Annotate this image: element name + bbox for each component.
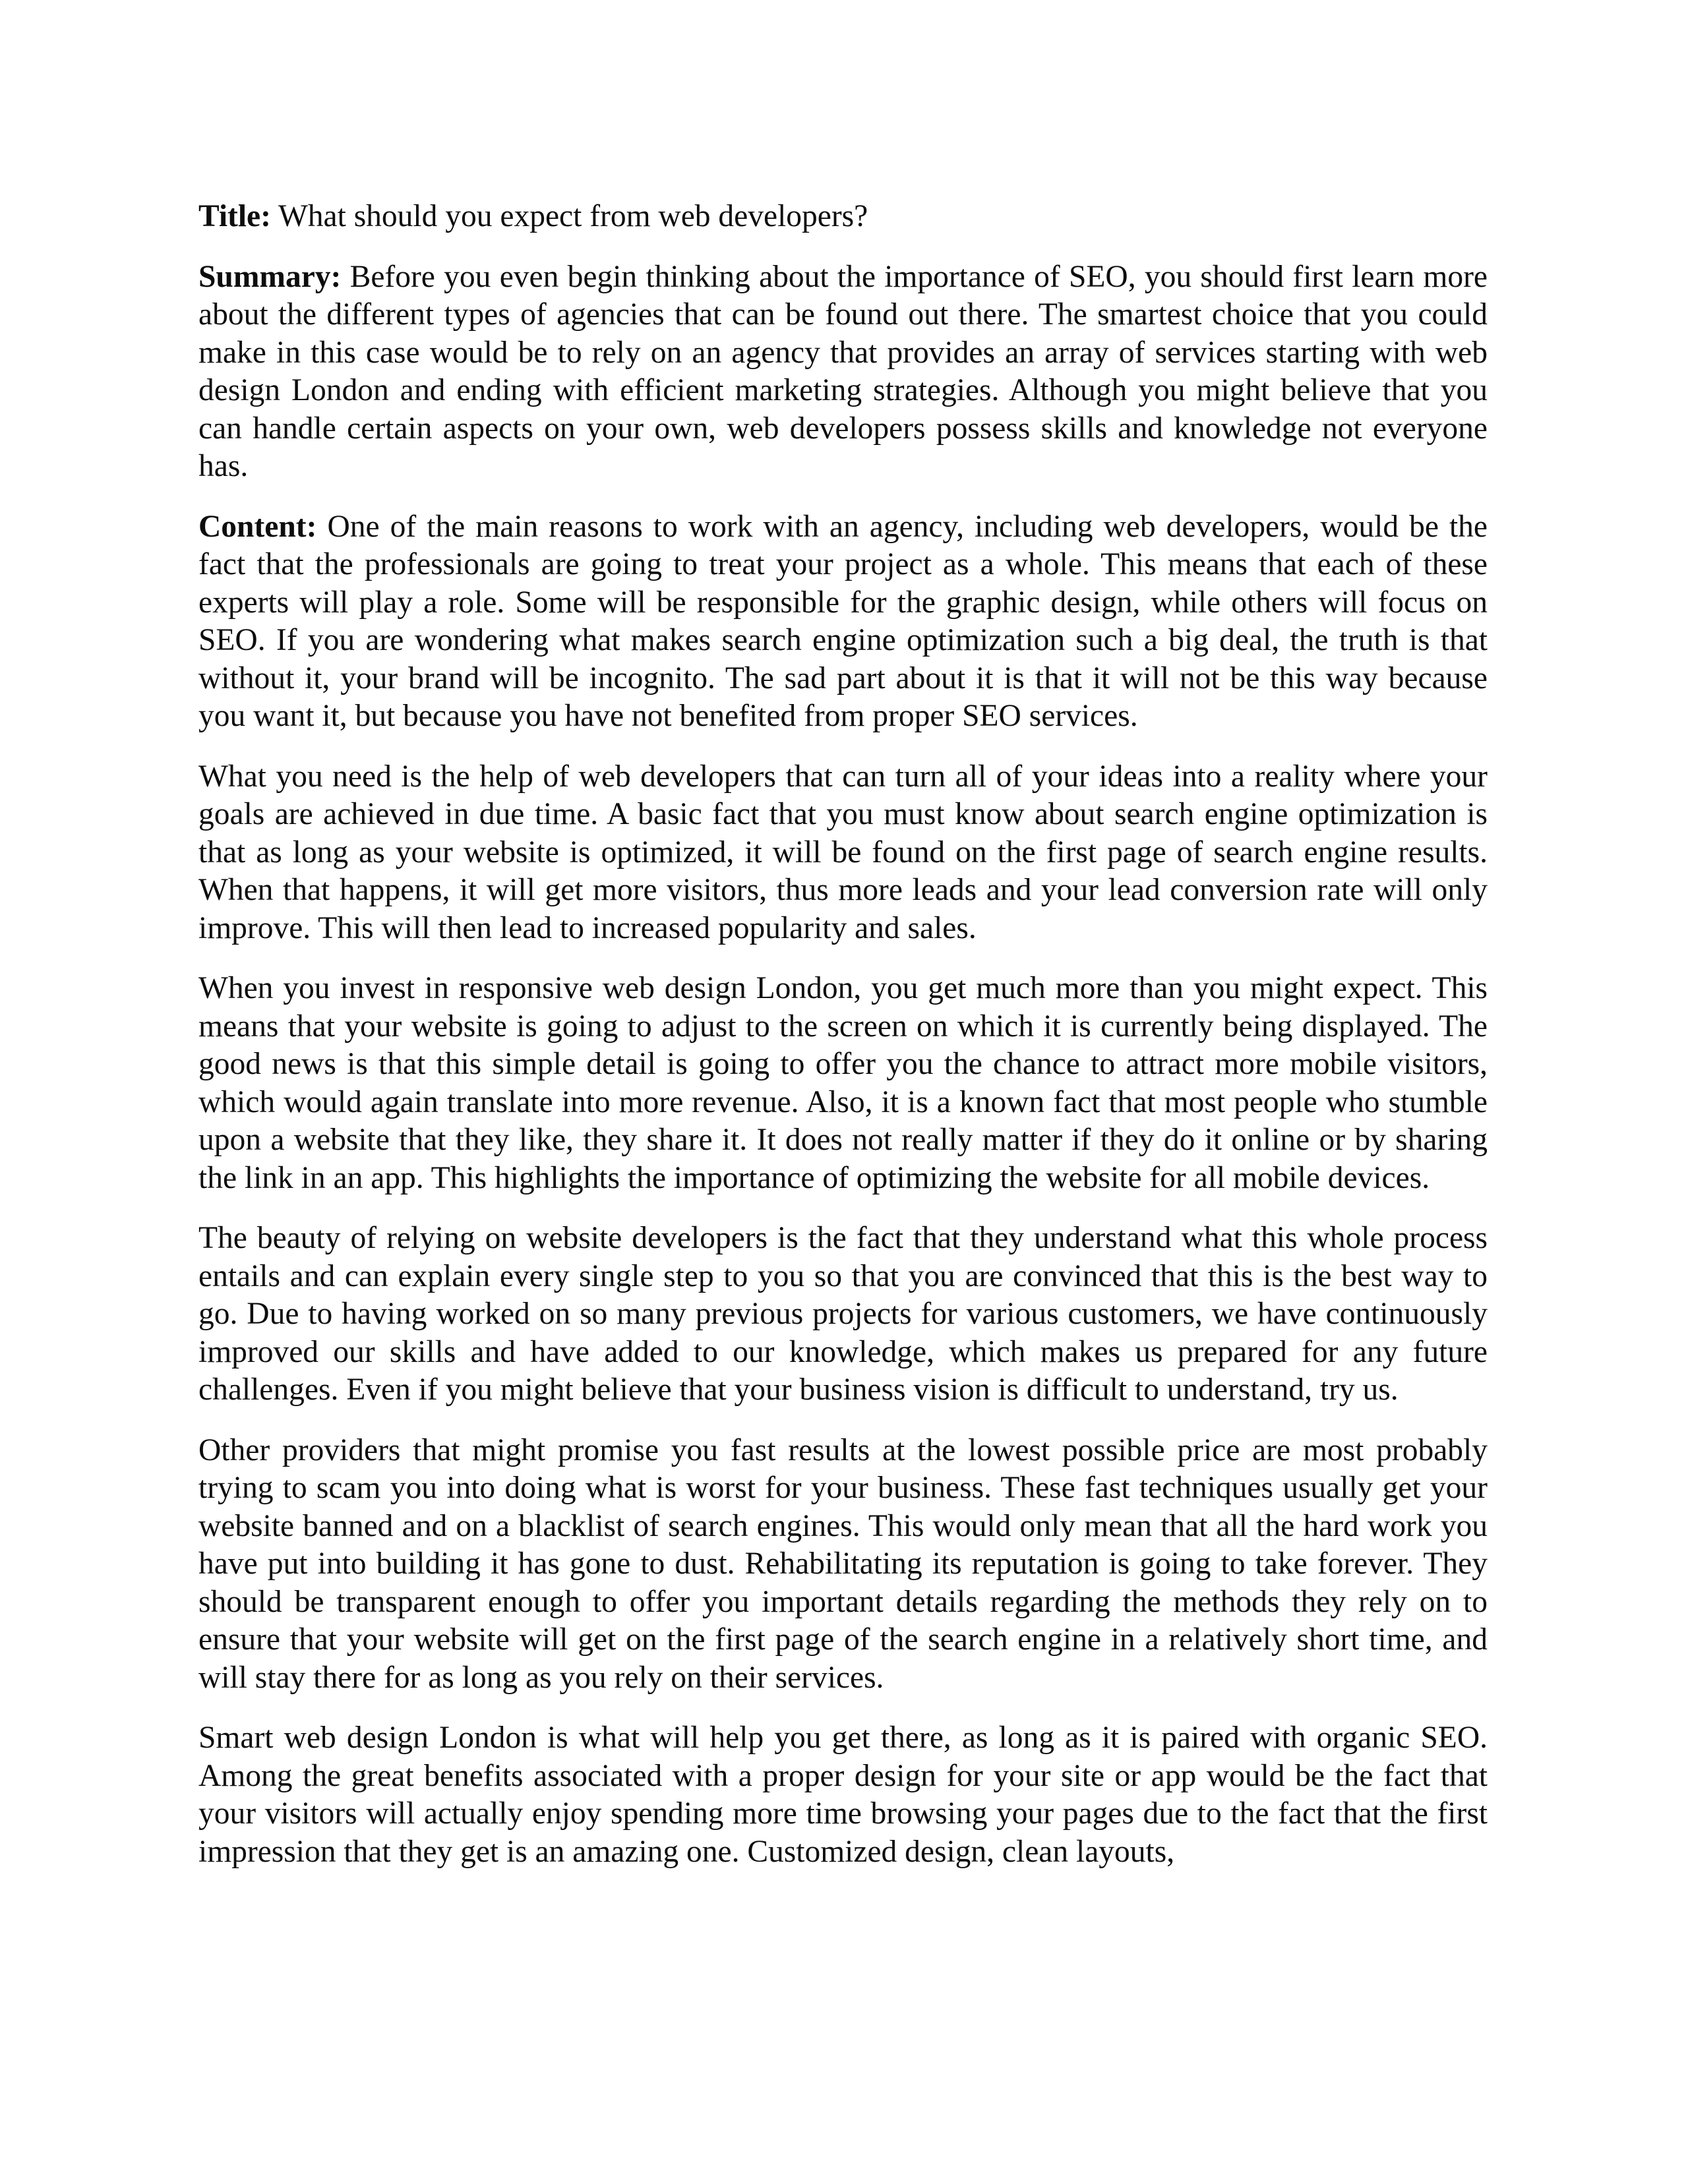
- summary-text: Before you even begin thinking about the importance of SEO, you should first learn more about the different types of agencies that can be found out there. The smartest choice that you could make in this case would be to rely on an agency that provides an array of services starting with web design London and ending with efficient marketing strategies. Although you might believe that you can handle certain aspects on your own, web developers possess skills and knowledge not everyone has.: [198, 259, 1488, 483]
- body-paragraph: Other providers that might promise you fast results at the lowest possible price are most probably trying to scam you into doing what is worst for your business. These fast techniques usually get your website banned and on a blacklist of search engines. This would only mean that all the hard work you have put into building it has gone to dust. Rehabilitating its reputation is going to take forever. They should be transparent enough to offer you important details regarding the methods they rely on to ensure that your website will get on the first page of the search engine in a relatively short time, and will stay there for as long as you rely on their services.: [198, 1432, 1488, 1695]
- body-paragraph: When you invest in responsive web design London, you get much more than you might expect. This means that your website is going to adjust to the screen on which it is currently being displayed. The good news is that this simple detail is going to offer you the chance to attract more mobile visitors, which would again translate into more revenue. Also, it is a known fact that most people who stumble upon a website that they like, they share it. It does not really matter if they do it online or by sharing the link in an app. This highlights the importance of optimizing the website for all mobile devices.: [198, 971, 1488, 1195]
- document-body: [198, 198, 1488, 1871]
- body-paragraph: Smart web design London is what will help you get there, as long as it is paired with organic SEO. Among the great benefits associated with a proper design for your site or app would be the fact that your visitors will actually enjoy spending more time browsing your pages due to the fact that the first impression that they get is an amazing one. Customized design, clean layouts,: [198, 1721, 1488, 1869]
- content-label: Content:: [198, 509, 317, 544]
- title-line: [198, 198, 1488, 236]
- body-paragraph: What you need is the help of web developers that can turn all of your ideas into a reality where your goals are achieved in due time. A basic fact that you must know about search engine optimization is that as long as your website is optimized, it will be found on the first page of search engine results. When that happens, it will get more visitors, thus more leads and your lead conversion rate will only improve. This will then lead to increased popularity and sales.: [198, 759, 1488, 945]
- content-paragraph: [198, 508, 1488, 736]
- content-text: One of the main reasons to work with an agency, including web developers, would be the fact that the professionals are going to treat your project as a whole. This means that each of these experts will play a role. Some will be responsible for the graphic design, while others will focus on SEO. If you are wondering what makes search engine optimization such a big deal, the truth is that without it, your brand will be incognito. The sad part about it is that it will not be this way because you want it, but because you have not benefited from proper SEO services.: [198, 509, 1488, 733]
- summary-label: Summary:: [198, 259, 342, 294]
- title-label: Title:: [198, 199, 271, 233]
- body-paragraph: The beauty of relying on website developers is the fact that they understand what this whole process entails and can explain every single step to you so that you are convinced that this is the best way to go. Due to having worked on so many previous projects for various customers, we have continuously improved our skills and have added to our knowledge, which makes us prepared for any future challenges. Even if you might believe that your business vision is difficult to understand, try us.: [198, 1221, 1488, 1407]
- title-text: What should you expect from web developers?: [270, 199, 868, 233]
- summary-paragraph: [198, 258, 1488, 486]
